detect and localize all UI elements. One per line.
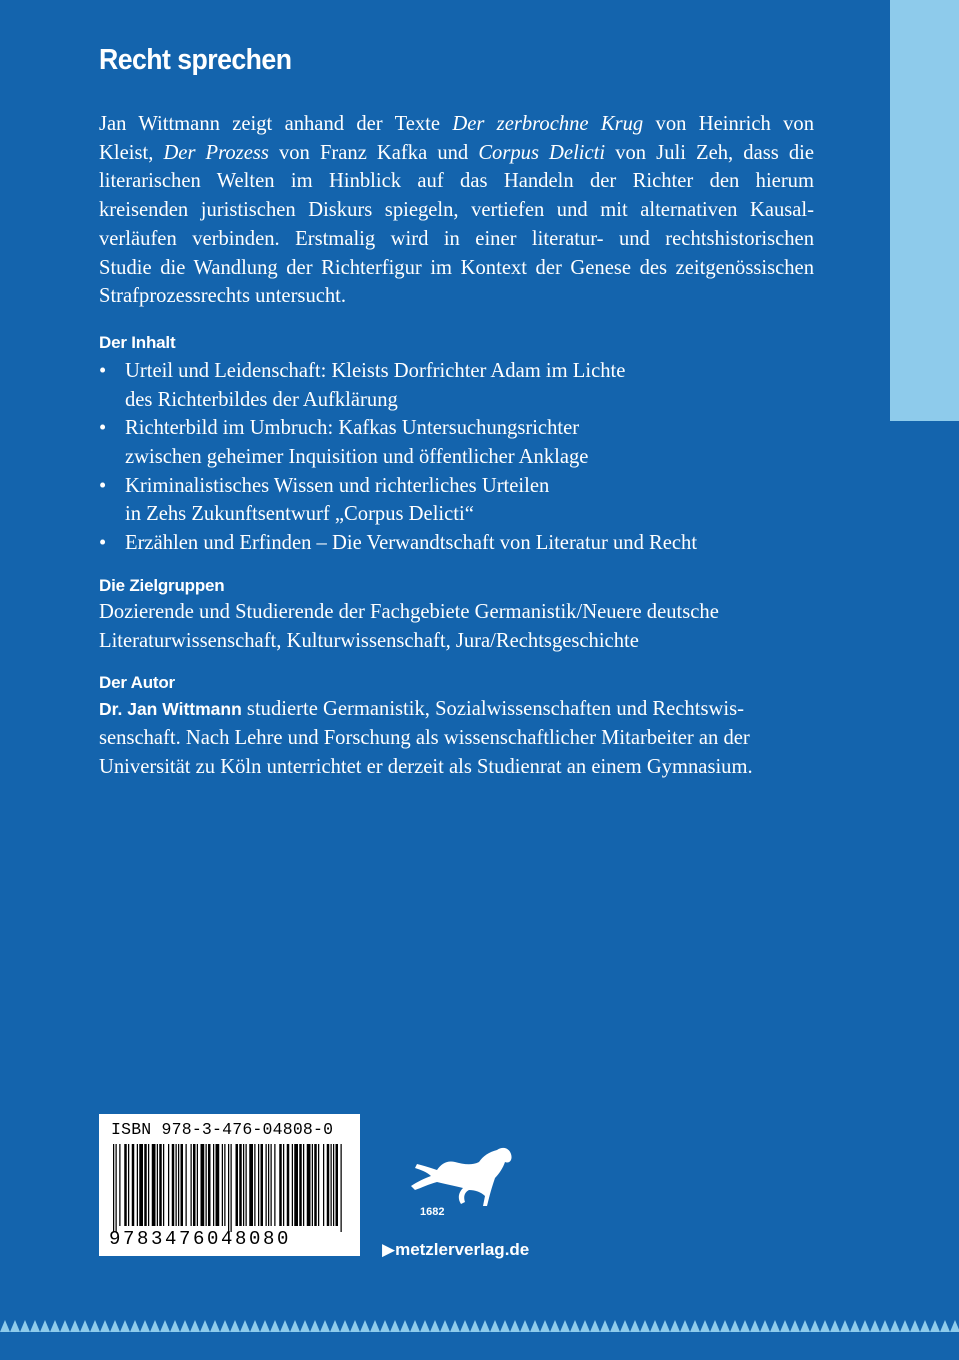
isbn-number: ISBN 978-3-476-04808-0 — [111, 1120, 334, 1139]
intro-line-2 — [99, 139, 814, 168]
triangle-mark — [250, 1320, 260, 1332]
author-line-1: studierte Germanistik, Sozialwissenschaften und Rechtswis- — [241, 698, 744, 721]
triangle-mark — [430, 1320, 440, 1332]
triangle-mark — [90, 1320, 100, 1332]
triangle-mark — [800, 1320, 810, 1332]
section-heading-zielgruppen: Die Zielgruppen — [99, 575, 225, 595]
back-cover-text — [99, 110, 814, 781]
barcode-bar — [216, 1144, 220, 1226]
barcode-bar — [128, 1144, 129, 1226]
list-item-line: Erzählen und Erfinden – Die Verwandtschaft von Literatur und Recht — [125, 532, 698, 555]
audience-line-2: Literaturwissenschaft, Kulturwissenschaft, Jura/Rechtsgeschichte — [99, 629, 639, 652]
triangle-mark — [170, 1320, 180, 1332]
triangle-mark — [490, 1320, 500, 1332]
triangle-mark — [630, 1320, 640, 1332]
list-item-line: Richterbild im Umbruch: Kafkas Untersuchungsrichter — [125, 417, 580, 440]
barcode-bar — [303, 1144, 304, 1226]
triangle-mark — [330, 1320, 340, 1332]
barcode-bar — [236, 1144, 239, 1226]
triangle-mark — [60, 1320, 70, 1332]
barcode-bar — [243, 1144, 244, 1226]
triangle-mark — [260, 1320, 270, 1332]
work-title-corpus-delicti: Corpus Delicti — [478, 141, 606, 164]
triangle-mark — [300, 1320, 310, 1332]
publisher-link[interactable] — [382, 1240, 529, 1260]
list-item-line: Kriminalistisches Wissen und richterliches Urteilen — [125, 474, 550, 497]
triangle-mark — [890, 1320, 900, 1332]
triangle-mark — [440, 1320, 450, 1332]
barcode-bar — [271, 1144, 272, 1226]
barcode-bar — [333, 1144, 334, 1226]
triangle-mark — [340, 1320, 350, 1332]
triangle-mark — [380, 1320, 390, 1332]
intro-line-7: Strafprozessrechts untersucht. — [99, 285, 347, 308]
barcode-bar — [307, 1144, 311, 1226]
barcode-bar — [224, 1144, 225, 1226]
triangle-mark — [530, 1320, 540, 1332]
triangle-mark — [750, 1320, 760, 1332]
book-title: Recht sprechen — [99, 44, 292, 76]
side-tab-accent — [890, 0, 959, 421]
decorative-triangle-band — [0, 1318, 959, 1332]
intro-line-6: Studie die Wandlung der Richterfigur im Kontext der Genese des zeitgenössischen — [99, 256, 814, 279]
triangle-mark — [720, 1320, 730, 1332]
triangle-mark — [540, 1320, 550, 1332]
triangle-mark — [230, 1320, 240, 1332]
triangle-mark — [160, 1320, 170, 1332]
barcode-bars — [113, 1144, 345, 1234]
triangle-mark — [560, 1320, 570, 1332]
triangle-mark — [100, 1320, 110, 1332]
section-heading-inhalt: Der Inhalt — [99, 332, 176, 352]
barcode-bar — [231, 1144, 232, 1232]
triangle-mark — [950, 1320, 959, 1332]
audience-paragraph — [99, 598, 814, 655]
barcode-bar — [176, 1144, 177, 1226]
barcode-bar — [312, 1144, 313, 1226]
author-name: Dr. Jan Wittmann — [99, 699, 242, 720]
triangle-mark — [830, 1320, 840, 1332]
triangle-mark — [880, 1320, 890, 1332]
triangle-mark — [570, 1320, 580, 1332]
triangle-mark — [760, 1320, 770, 1332]
triangle-mark — [500, 1320, 510, 1332]
triangle-mark — [520, 1320, 530, 1332]
horse-icon — [405, 1140, 517, 1210]
barcode-bar — [163, 1144, 164, 1226]
barcode-bar — [193, 1144, 196, 1226]
barcode-bar — [139, 1144, 143, 1226]
author-line-2: senschaft. Nach Lehre und Forschung als wissenschaftlicher Mitarbeiter an der — [99, 726, 750, 749]
triangle-mark — [730, 1320, 740, 1332]
barcode-bar — [274, 1144, 275, 1226]
list-item — [99, 357, 814, 414]
publisher-url: metzlerverlag.de — [395, 1240, 530, 1259]
triangle-mark — [140, 1320, 150, 1332]
barcode-bar — [314, 1144, 317, 1226]
logo-year: 1682 — [420, 1206, 445, 1218]
triangle-mark — [30, 1320, 40, 1332]
triangle-mark — [820, 1320, 830, 1332]
intro-line-3: literarischen Welten im Hinblick auf das Handeln der Richter den hierum — [99, 170, 814, 193]
triangle-mark — [310, 1320, 320, 1332]
list-item-line: in Zehs Zukunftsentwurf „Corpus Delicti“ — [125, 503, 474, 526]
triangle-mark — [50, 1320, 60, 1332]
list-item-line: des Richterbildes der Aufklärung — [125, 388, 398, 411]
triangle-mark — [740, 1320, 750, 1332]
triangle-mark — [130, 1320, 140, 1332]
play-arrow-icon: ▶ — [382, 1240, 396, 1259]
bullet-icon: • — [99, 359, 107, 382]
barcode-bar — [341, 1144, 342, 1232]
barcode-bar — [249, 1144, 253, 1226]
triangle-mark — [410, 1320, 420, 1332]
triangle-mark — [840, 1320, 850, 1332]
triangle-mark — [40, 1320, 50, 1332]
triangle-mark — [400, 1320, 410, 1332]
triangle-mark — [70, 1320, 80, 1332]
intro-text: Kleist, — [99, 141, 164, 164]
barcode-bar — [228, 1144, 229, 1232]
author-paragraph — [99, 695, 814, 781]
barcode-bar — [191, 1144, 192, 1226]
barcode-bar — [137, 1144, 138, 1226]
triangle-mark — [940, 1320, 950, 1332]
triangle-mark — [710, 1320, 720, 1332]
triangle-mark — [190, 1320, 200, 1332]
triangle-mark — [280, 1320, 290, 1332]
triangle-mark — [780, 1320, 790, 1332]
triangle-mark — [640, 1320, 650, 1332]
barcode-bar — [148, 1144, 149, 1226]
triangle-mark — [900, 1320, 910, 1332]
triangle-mark — [650, 1320, 660, 1332]
barcode-bar — [159, 1144, 162, 1226]
triangle-mark — [670, 1320, 680, 1332]
triangle-mark — [200, 1320, 210, 1332]
work-title-prozess: Der Prozess — [163, 141, 269, 164]
barcode-bar — [239, 1144, 242, 1226]
triangle-mark — [480, 1320, 490, 1332]
barcode-bar — [132, 1144, 135, 1226]
triangle-mark — [120, 1320, 130, 1332]
intro-text: von Franz Kafka und — [268, 141, 479, 164]
triangle-mark — [580, 1320, 590, 1332]
barcode-bar — [268, 1144, 269, 1226]
barcode-bar — [336, 1144, 339, 1226]
work-title-krug: Der zerbrochne Krug — [452, 113, 644, 135]
triangle-mark — [0, 1320, 10, 1332]
triangle-mark — [850, 1320, 860, 1332]
barcode-bar — [327, 1144, 330, 1226]
barcode-bar — [201, 1144, 205, 1226]
author-line-3: Universität zu Köln unterrichtet er derzeit als Studienrat an einem Gymnasium. — [99, 755, 753, 778]
triangle-mark — [220, 1320, 230, 1332]
barcode-bar — [331, 1144, 332, 1226]
triangle-mark — [110, 1320, 120, 1332]
barcode-bar — [258, 1144, 259, 1226]
triangle-mark — [910, 1320, 920, 1332]
list-item — [99, 414, 814, 471]
triangle-mark — [860, 1320, 870, 1332]
barcode-bar — [119, 1144, 120, 1226]
barcode-bar — [323, 1144, 324, 1226]
barcode-bar — [261, 1144, 264, 1226]
barcode-bar — [279, 1144, 282, 1226]
barcode-bar — [157, 1144, 158, 1226]
barcode-bar — [208, 1144, 211, 1226]
intro-text: Jan Wittmann zeigt anhand der Texte — [99, 113, 453, 135]
triangle-mark — [590, 1320, 600, 1332]
list-item-line: Urteil und Leidenschaft: Kleists Dorfrichter Adam im Lichte — [125, 359, 626, 382]
triangle-mark — [80, 1320, 90, 1332]
intro-line-4: kreisenden juristischen Diskurs spiegeln, vertiefen und mit alternativen Kausal- — [99, 199, 814, 222]
triangle-mark — [240, 1320, 250, 1332]
triangle-mark — [370, 1320, 380, 1332]
list-item — [99, 472, 814, 529]
triangle-mark — [680, 1320, 690, 1332]
contents-list — [99, 357, 814, 558]
barcode-bar — [172, 1144, 175, 1226]
triangle-mark — [270, 1320, 280, 1332]
triangle-mark — [470, 1320, 480, 1332]
list-item-line: zwischen geheimer Inquisition und öffentlicher Anklage — [125, 446, 589, 469]
audience-line-1: Dozierende und Studierende der Fachgebiete Germanistik/Neuere deutsche — [99, 600, 719, 623]
triangle-mark — [610, 1320, 620, 1332]
bullet-icon: • — [99, 417, 107, 440]
barcode-bar — [287, 1144, 290, 1226]
triangle-mark — [360, 1320, 370, 1332]
triangle-mark — [320, 1320, 330, 1332]
triangle-mark — [420, 1320, 430, 1332]
barcode-bar — [181, 1144, 184, 1226]
barcode-bar — [266, 1144, 267, 1226]
barcode-bar — [318, 1144, 319, 1226]
ean-digits: 9783476048080 — [109, 1228, 292, 1250]
barcode-bar — [299, 1144, 302, 1226]
barcode-bar — [283, 1144, 284, 1226]
triangle-mark — [870, 1320, 880, 1332]
barcode-bar — [144, 1144, 147, 1226]
barcode-bar — [254, 1144, 255, 1226]
triangle-mark — [920, 1320, 930, 1332]
isbn-barcode — [99, 1114, 360, 1256]
barcode-bar — [294, 1144, 298, 1226]
triangle-mark — [350, 1320, 360, 1332]
barcode-bar — [152, 1144, 156, 1226]
barcode-bar — [222, 1144, 223, 1226]
intro-paragraph — [99, 110, 814, 311]
triangle-mark — [690, 1320, 700, 1332]
barcode-bar — [292, 1144, 293, 1226]
triangle-mark — [660, 1320, 670, 1332]
triangle-mark — [290, 1320, 300, 1332]
bullet-icon: • — [99, 532, 107, 555]
triangle-mark — [550, 1320, 560, 1332]
triangle-mark — [210, 1320, 220, 1332]
triangle-mark — [810, 1320, 820, 1332]
barcode-bar — [206, 1144, 207, 1226]
intro-line-5: verläufen verbinden. Erstmalig wird in einer literatur- und rechtshistorischen — [99, 227, 814, 250]
triangle-mark — [460, 1320, 470, 1332]
triangle-mark — [930, 1320, 940, 1332]
barcode-bar — [124, 1144, 127, 1226]
barcode-bar — [213, 1144, 214, 1226]
barcode-bar — [246, 1144, 247, 1226]
triangle-mark — [510, 1320, 520, 1332]
intro-text: von Heinrich von — [643, 113, 814, 135]
triangle-mark — [20, 1320, 30, 1332]
triangle-mark — [150, 1320, 160, 1332]
triangle-mark — [790, 1320, 800, 1332]
intro-line-1 — [99, 110, 814, 139]
barcode-bar — [197, 1144, 198, 1226]
triangle-mark — [700, 1320, 710, 1332]
list-item — [99, 529, 814, 558]
triangle-mark — [390, 1320, 400, 1332]
triangle-mark — [180, 1320, 190, 1332]
barcode-bar — [186, 1144, 187, 1226]
barcode-bar — [113, 1144, 114, 1232]
triangle-mark — [600, 1320, 610, 1332]
barcode-bar — [116, 1144, 117, 1232]
intro-text: von Juli Zeh, dass die — [605, 141, 814, 164]
section-heading-autor: Der Autor — [99, 673, 175, 693]
triangle-mark — [770, 1320, 780, 1332]
triangle-mark — [10, 1320, 20, 1332]
bullet-icon: • — [99, 474, 107, 497]
barcode-bar — [178, 1144, 179, 1226]
triangle-mark — [450, 1320, 460, 1332]
barcode-bar — [168, 1144, 169, 1226]
triangle-mark — [620, 1320, 630, 1332]
